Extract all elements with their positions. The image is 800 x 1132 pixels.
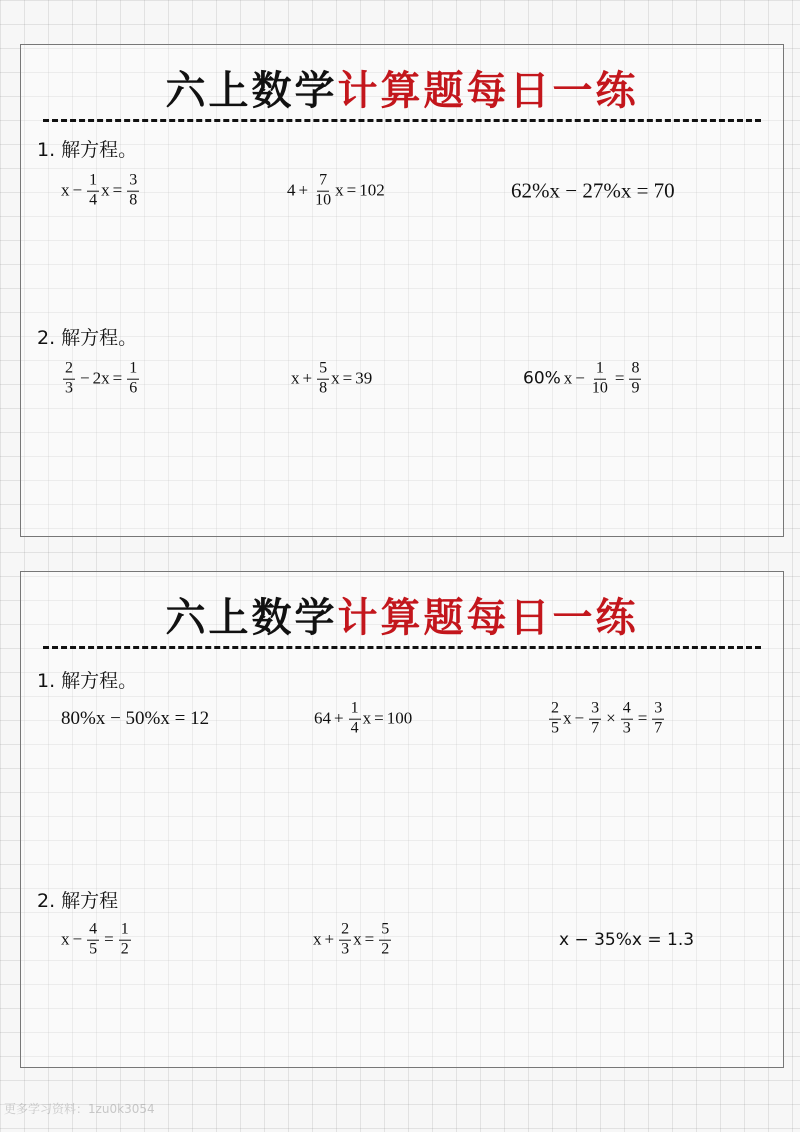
- term: x: [331, 369, 340, 388]
- numerator: 1: [87, 173, 99, 192]
- term: x: [335, 181, 344, 200]
- denominator: 3: [622, 719, 631, 737]
- section-label: 1. 解方程。: [37, 139, 138, 161]
- operator: =: [104, 930, 114, 949]
- dashed-divider: [43, 646, 761, 649]
- term: 2x: [92, 369, 110, 388]
- denominator: 10: [591, 379, 608, 397]
- fraction: [317, 361, 329, 398]
- denominator: 5: [551, 719, 559, 737]
- fraction: [629, 361, 641, 398]
- numerator: 1: [119, 922, 131, 941]
- fraction: [349, 701, 361, 738]
- dashed-divider: [43, 119, 761, 122]
- operator: +: [334, 709, 344, 728]
- section-label: 2. 解方程。: [37, 327, 138, 349]
- term: x: [563, 369, 573, 388]
- equation: [61, 361, 141, 398]
- numerator: 2: [339, 922, 351, 941]
- fraction: [549, 701, 561, 738]
- title-part-red: 计算题每日一练: [337, 595, 639, 641]
- title-part-red: 计算题每日一练: [337, 68, 639, 114]
- denominator: 6: [129, 379, 138, 397]
- equation-text: 80%x − 50%x = 12: [61, 708, 210, 729]
- operator: =: [637, 709, 648, 728]
- denominator: 10: [315, 191, 332, 209]
- term: x: [563, 709, 572, 728]
- equation: [287, 173, 385, 210]
- term: x: [313, 930, 322, 949]
- title-part-black: 六上数学: [165, 68, 338, 114]
- numerator: 3: [652, 701, 664, 720]
- worksheet-card-1: [20, 44, 784, 537]
- denominator: 2: [381, 940, 390, 958]
- numerator: 1: [594, 361, 606, 380]
- numerator: 2: [63, 361, 75, 380]
- fraction: [127, 173, 139, 210]
- denominator: 2: [120, 940, 129, 958]
- fraction: [313, 173, 333, 210]
- equation: [559, 930, 694, 950]
- worksheet-title: [21, 59, 783, 116]
- operator: =: [614, 369, 625, 388]
- equation: [61, 173, 141, 210]
- numerator: 5: [317, 361, 329, 380]
- operator: ×: [606, 709, 616, 728]
- numerator: 4: [87, 922, 99, 941]
- equation: [314, 701, 412, 738]
- operator: −: [575, 369, 585, 388]
- term: 4: [287, 181, 296, 200]
- term: x: [362, 709, 372, 728]
- equation: [547, 701, 666, 738]
- term: x: [291, 369, 300, 388]
- worksheet-title: [21, 586, 783, 643]
- term: 39: [355, 369, 373, 388]
- denominator: 9: [631, 379, 640, 397]
- denominator: 7: [654, 719, 663, 737]
- equation: [511, 179, 675, 204]
- numerator: 3: [589, 701, 601, 720]
- term: 64: [314, 709, 331, 728]
- operator: =: [342, 369, 353, 388]
- fraction: [127, 361, 139, 398]
- fraction: [379, 922, 391, 959]
- operator: −: [72, 930, 83, 949]
- operator: +: [324, 930, 335, 949]
- denominator: 3: [341, 940, 350, 958]
- numerator: 1: [127, 361, 139, 380]
- operator: =: [112, 369, 123, 388]
- denominator: 4: [89, 191, 98, 209]
- denominator: 8: [319, 379, 328, 397]
- operator: −: [574, 709, 585, 728]
- equation: [313, 922, 393, 959]
- term: x: [101, 181, 110, 200]
- numerator: 2: [549, 701, 561, 720]
- equation-text: 62%x − 27%x = 70: [511, 178, 675, 203]
- term: 102: [359, 181, 385, 200]
- numerator: 4: [621, 701, 633, 720]
- equation: [61, 708, 209, 730]
- fraction: [590, 361, 610, 398]
- fraction: [87, 922, 99, 959]
- fraction: [339, 922, 351, 959]
- fraction: [87, 173, 99, 210]
- watermark: 更多学习资料：1zu0k3054: [4, 1102, 155, 1116]
- worksheet-card-2: [20, 571, 784, 1068]
- equation: [523, 361, 643, 398]
- operator: =: [346, 181, 357, 200]
- fraction: [621, 701, 633, 738]
- denominator: 4: [350, 719, 359, 737]
- numerator: 3: [127, 173, 139, 192]
- operator: +: [302, 369, 313, 388]
- term: x: [353, 930, 362, 949]
- denominator: 3: [65, 379, 73, 397]
- equation-text: x − 35%x = 1.3: [559, 930, 695, 950]
- operator: −: [80, 369, 90, 388]
- term: x: [61, 181, 70, 200]
- denominator: 5: [89, 940, 98, 958]
- title-part-black: 六上数学: [165, 595, 338, 641]
- operator: +: [298, 181, 309, 200]
- numerator: 5: [379, 922, 391, 941]
- term: 100: [386, 709, 413, 728]
- fraction: [652, 701, 664, 738]
- numerator: 1: [349, 701, 361, 720]
- equation: [291, 361, 372, 398]
- equation: [61, 922, 133, 959]
- term: x: [61, 930, 70, 949]
- fraction: [63, 361, 75, 398]
- denominator: 8: [129, 191, 138, 209]
- fraction: [589, 701, 601, 738]
- section-label: 2. 解方程: [37, 890, 119, 912]
- operator: =: [374, 709, 384, 728]
- denominator: 7: [591, 719, 600, 737]
- operator: −: [72, 181, 83, 200]
- fraction: [119, 922, 131, 959]
- numerator: 7: [317, 173, 329, 192]
- term: 60%: [523, 369, 561, 389]
- operator: =: [112, 181, 123, 200]
- numerator: 8: [629, 361, 641, 380]
- operator: =: [364, 930, 375, 949]
- section-label: 1. 解方程。: [37, 670, 138, 692]
